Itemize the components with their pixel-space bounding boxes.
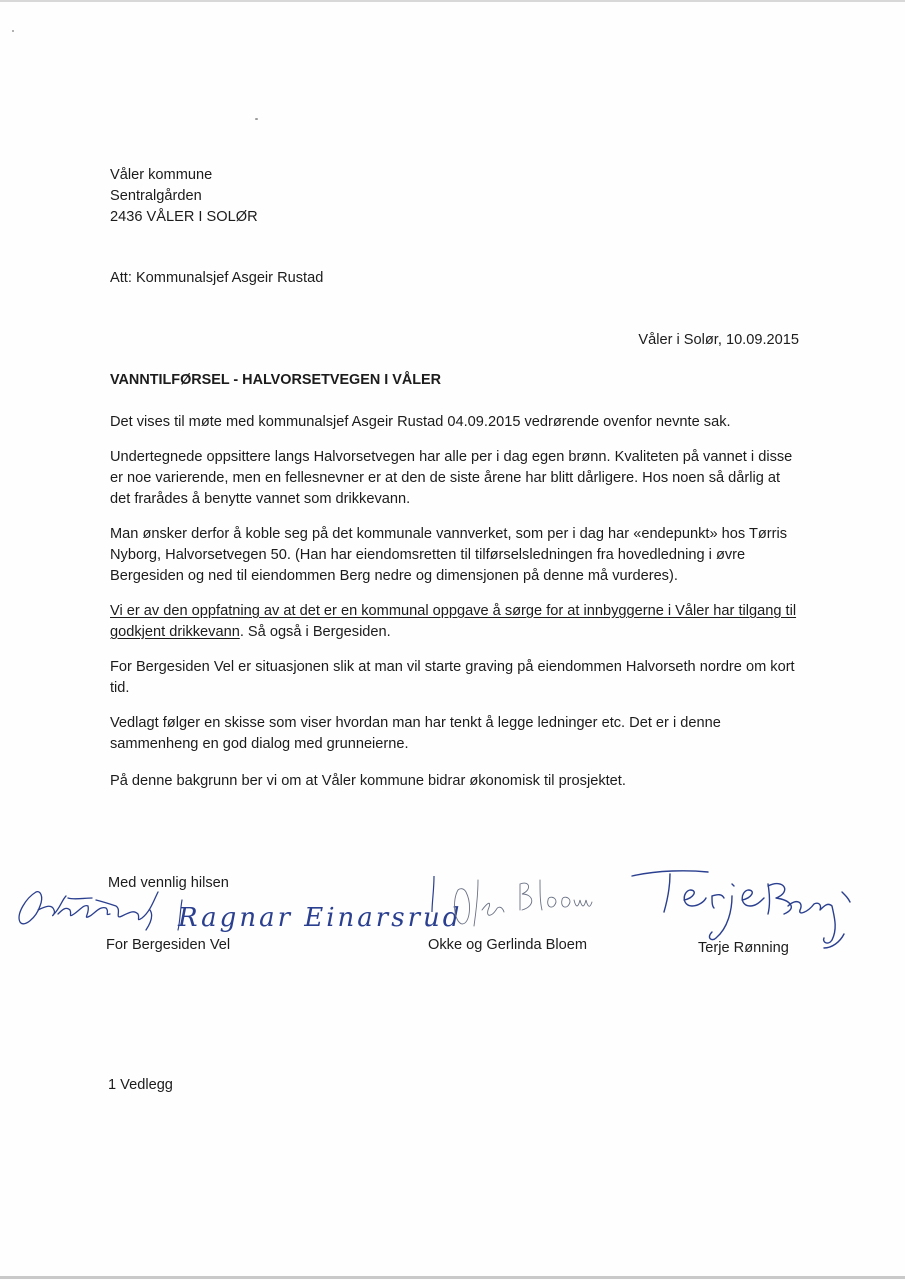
closing-greeting: Med vennlig hilsen bbox=[108, 875, 229, 891]
scan-edge-bottom bbox=[0, 1276, 905, 1279]
letter-subject: VANNTILFØRSEL - HALVORSETVEGEN I VÅLER bbox=[110, 372, 442, 388]
body-paragraph-3 bbox=[110, 524, 800, 587]
underlined-statement: Vi er av den oppfatning av at det er en kommunal oppgave å sørge for at innbyggerne i Våler har tilgang til godkjent drikkevann bbox=[110, 603, 797, 640]
paragraph-text: Man ønsker derfor å koble seg på det kommunale vannverket, som per i dag har «endepunkt» hos Tørris Nyborg, Halvorsetvegen 50. (Han har eiendomsretten til tilførselsledningen fra hovedledning i øvre Bergesiden og ned til eiendommen Berg nedre og dimensjonen på denne må vurderes). bbox=[110, 526, 788, 584]
body-paragraph-6 bbox=[110, 713, 800, 755]
body-paragraph-2 bbox=[110, 447, 800, 510]
body-paragraph-5 bbox=[110, 657, 800, 699]
scan-speck bbox=[255, 118, 258, 120]
body-paragraph-7 bbox=[110, 771, 800, 792]
paragraph-text: Det vises til møte med kommunalsjef Asgeir Rustad 04.09.2015 vedrørende ovenfor nevnte sak. bbox=[110, 414, 731, 430]
handwritten-signature-1 bbox=[10, 870, 463, 945]
attachments-note: 1 Vedlegg bbox=[108, 1077, 173, 1093]
recipient-address bbox=[110, 165, 258, 228]
body-paragraph-4 bbox=[110, 601, 800, 643]
recipient-address-line1: Sentralgården bbox=[110, 188, 202, 204]
signatory-label-3: Terje Rønning bbox=[698, 940, 789, 956]
attention-line: Att: Kommunalsjef Asgeir Rustad bbox=[110, 270, 324, 286]
svg-text:Ragnar Einarsrud: Ragnar Einarsrud bbox=[178, 903, 463, 933]
paragraph-tail: . Så også i Bergesiden. bbox=[239, 624, 391, 640]
paragraph-text: Undertegnede oppsittere langs Halvorsetvegen har alle per i dag egen brønn. Kvaliteten på vannet i disse er noe varierende, men en fellesnevner er at den de siste årene har blitt dårligere. Hos noen så dårlig at det frarådes å benytte vannet som drikkevann. bbox=[110, 449, 793, 507]
recipient-name: Våler kommune bbox=[110, 167, 213, 183]
paragraph-text: På denne bakgrunn ber vi om at Våler kommune bidrar økonomisk til prosjektet. bbox=[110, 773, 626, 789]
recipient-address-line2: 2436 VÅLER I SOLØR bbox=[110, 209, 258, 225]
paragraph-text bbox=[110, 601, 800, 643]
paragraph-text: Vedlagt følger en skisse som viser hvordan man har tenkt å legge ledninger etc. Det er i denne sammenheng en god dialog med grunneierne. bbox=[110, 715, 721, 752]
paragraph-text: For Bergesiden Vel er situasjonen slik at man vil starte graving på eiendommen Halvorseth nordre om kort tid. bbox=[110, 659, 795, 696]
signatory-label-2: Okke og Gerlinda Bloem bbox=[428, 937, 587, 953]
scan-edge-top bbox=[0, 0, 905, 2]
place-date: Våler i Solør, 10.09.2015 bbox=[638, 332, 799, 348]
scan-speck bbox=[12, 30, 14, 32]
handwritten-signature-3 bbox=[628, 862, 858, 962]
signatory-label-1: For Bergesiden Vel bbox=[106, 937, 231, 953]
body-paragraph-1 bbox=[110, 412, 800, 433]
handwritten-signature-2 bbox=[448, 870, 608, 940]
